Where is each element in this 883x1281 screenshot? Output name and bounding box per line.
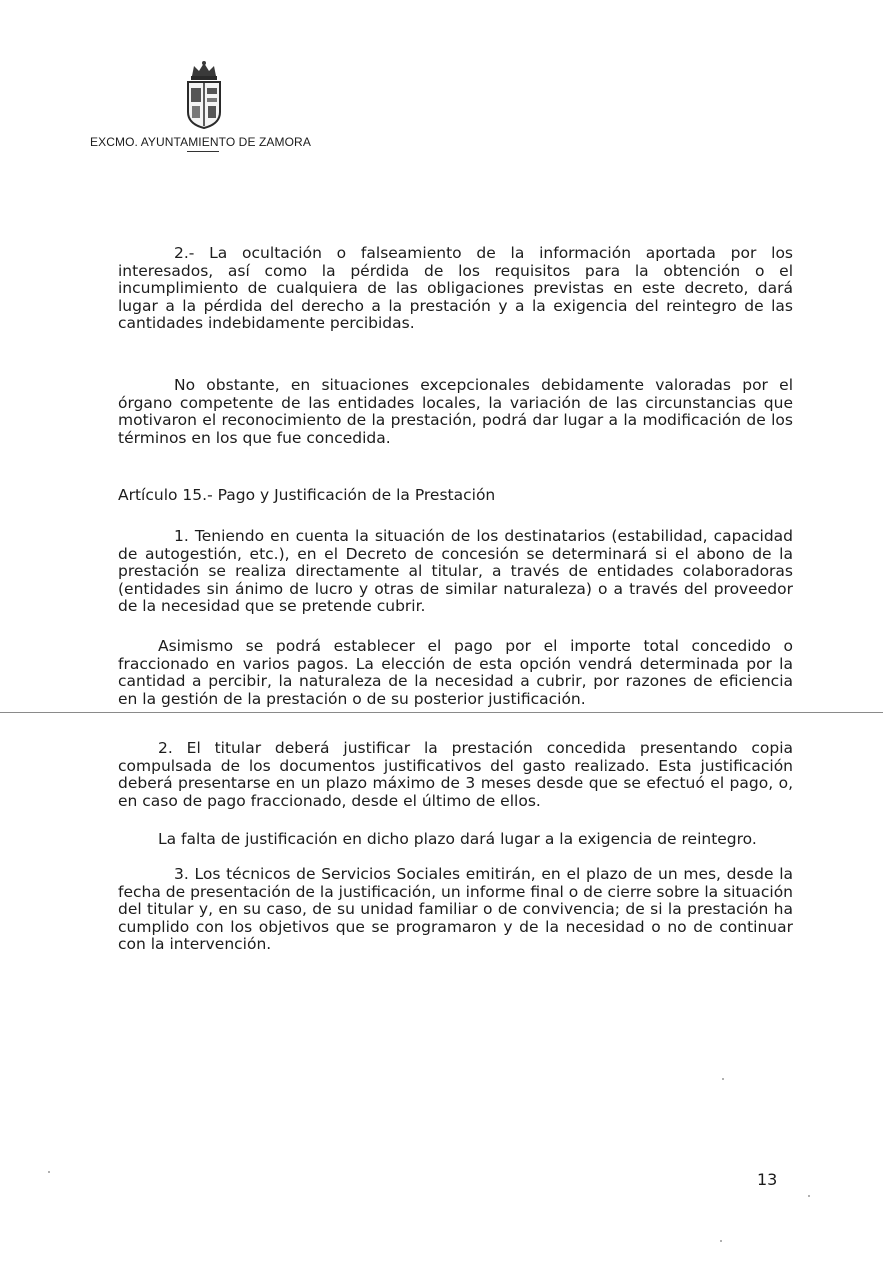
organization-underline [187, 151, 219, 152]
zamora-coat-of-arms-icon [182, 60, 226, 130]
paragraph-article-3: 3. Los técnicos de Servicios Sociales emitirán, en el plazo de un mes, desde la fecha de presentación de la justificación, un informe final o de cierre sobre la situación del titular y, en su caso, de su unidad familiar o de convivencia; de si la prestación ha cumplido con los objetivos que se programaron y de la necesidad o no de continuar con la intervención. [118, 865, 793, 953]
scan-speck [48, 1171, 50, 1173]
page-number: 13 [757, 1170, 778, 1189]
scan-speck [808, 1195, 810, 1197]
scan-speck [720, 1240, 722, 1242]
paragraph-ocultacion: 2.- La ocultación o falseamiento de la información aportada por los interesados, así como la pérdida de los requisitos para la obtención o el incumplimiento de cualquiera de las obligaciones previstas en este decreto, dará lugar a la pérdida del derecho a la prestación y a la exigencia del reintegro de las cantidades indebidamente percibidas. [118, 244, 793, 332]
paragraph-no-obstante: No obstante, en situaciones excepcionales debidamente valoradas por el órgano competente de las entidades locales, la variación de las circunstancias que motivaron el reconocimiento de la prestación, podrá dar lugar a la modificación de los términos en los que fue concedida. [118, 376, 793, 447]
scan-speck [722, 1078, 724, 1080]
paragraph-falta-justificacion: La falta de justificación en dicho plazo dará lugar a la exigencia de reintegro. [158, 830, 757, 848]
article-heading: Artículo 15.- Pago y Justificación de la Prestación [118, 486, 496, 504]
paragraph-asimismo: Asimismo se podrá establecer el pago por el importe total concedido o fraccionado en varios pagos. La elección de esta opción vendrá determinada por la cantidad a percibir, la naturaleza de la necesidad a cubrir, por razones de eficiencia en la gestión de la prestación o de su posterior justificación. [118, 637, 793, 708]
organization-name: EXCMO. AYUNTAMIENTO DE ZAMORA [90, 135, 311, 149]
scan-line-artifact [0, 712, 883, 713]
paragraph-article-1: 1. Teniendo en cuenta la situación de los destinatarios (estabilidad, capacidad de autogestión, etc.), en el Decreto de concesión se determinará si el abono de la prestación se realiza directamente al titular, a través de entidades colaboradoras (entidades sin ánimo de lucro y otras de similar naturaleza) o a través del proveedor de la necesidad que se pretende cubrir. [118, 527, 793, 615]
paragraph-article-2: 2. El titular deberá justificar la prestación concedida presentando copia compulsada de los documentos justificativos del gasto realizado. Esta justificación deberá presentarse en un plazo máximo de 3 meses desde que se efectuó el pago, o, en caso de pago fraccionado, desde el último de ellos. [118, 739, 793, 810]
